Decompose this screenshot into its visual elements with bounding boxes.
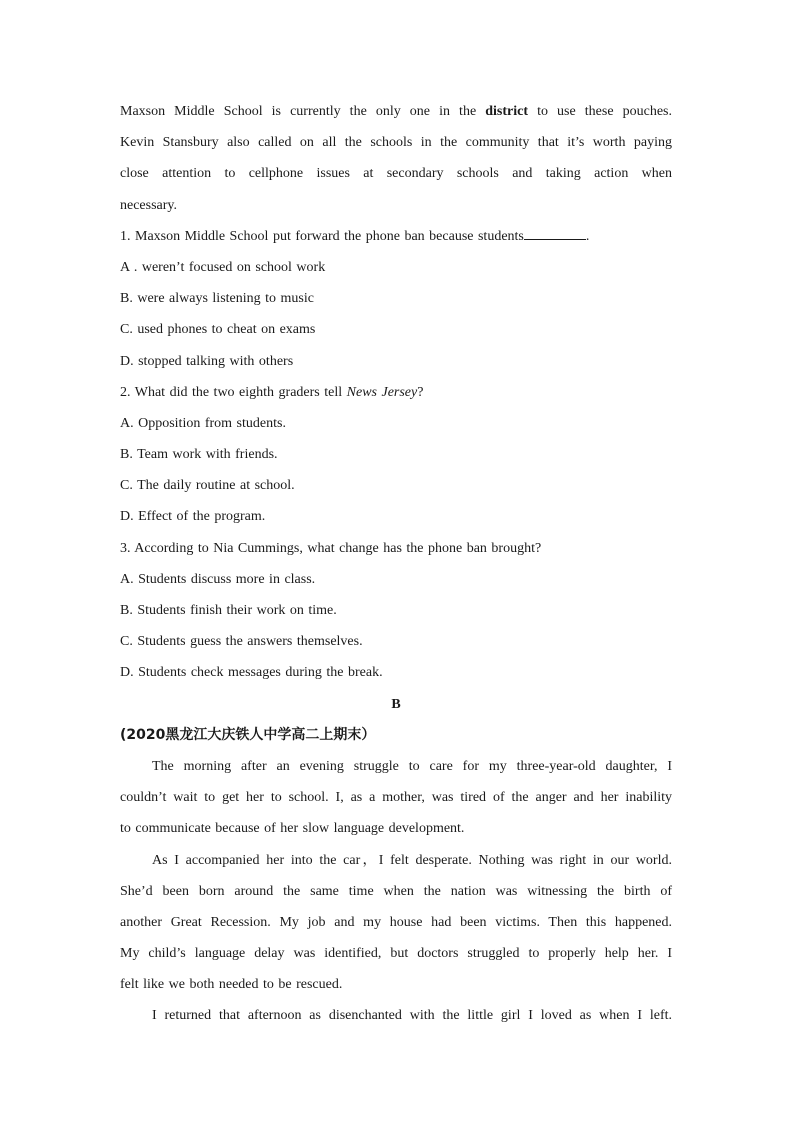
question-2-option-a: A. Opposition from students. xyxy=(120,415,286,431)
document-page xyxy=(120,96,672,1032)
intro-text: to use these pouches. xyxy=(537,104,673,119)
question-3-option-c: C. Students guess the answers themselves. xyxy=(120,634,363,650)
question-1-stem xyxy=(120,221,672,252)
question-2-option-b: B. Team work with friends. xyxy=(120,447,278,463)
question-3-option-a: A. Students discuss more in class. xyxy=(120,571,316,587)
intro-text: Maxson Middle School is currently the only one in the xyxy=(120,104,477,119)
intro-line-3: close attention to cellphone issues at secondary schools and taking action when xyxy=(120,166,672,182)
section-heading: B xyxy=(391,696,401,712)
question-3-option-b: B. Students finish their work on time. xyxy=(120,603,337,618)
passage-p2-line-1: As I accompanied her into the car，I felt desperate. Nothing was right in our world. xyxy=(152,852,672,868)
passage-p1-line-3: to communicate because of her slow language development. xyxy=(120,821,465,837)
question-2-option-c: C. The daily routine at school. xyxy=(120,478,295,494)
question-text: 1. Maxson Middle School put forward the phone ban because students xyxy=(120,228,524,244)
passage-p2-line-5: felt like we both needed to be rescued. xyxy=(120,977,343,993)
question-2-stem xyxy=(120,377,672,408)
passage-p3-line-1: I returned that afternoon as disenchanted with the little girl I loved as when I left. xyxy=(152,1008,672,1024)
italic-title: News Jersey xyxy=(346,384,418,400)
question-3-option-d: D. Students check messages during the break. xyxy=(120,665,383,681)
question-text-end: . xyxy=(585,228,590,244)
question-text-end: ? xyxy=(417,384,424,400)
section-source: (2020黑龙江大庆铁人中学高二上期末） xyxy=(120,726,376,743)
question-2-option-d: D. Effect of the program. xyxy=(120,509,266,525)
answer-blank xyxy=(524,225,586,240)
question-1-option-c: C. used phones to cheat on exams xyxy=(120,322,316,338)
question-1-option-a: A . weren’t focused on school work xyxy=(120,259,326,275)
passage-p2-line-4: My child’s language delay was identified, but doctors struggled to properly help her. I xyxy=(120,946,672,962)
passage-p1-line-1: The morning after an evening struggle to care for my three-year-old daughter, I xyxy=(152,758,672,774)
passage-p2-line-2: She’d been born around the same time when the nation was witnessing the birth of xyxy=(120,883,672,899)
question-1-option-b: B. were always listening to music xyxy=(120,291,314,307)
passage-p2-line-3: another Great Recession. My job and my house had been victims. Then this happened. xyxy=(120,914,672,930)
question-text: 2. What did the two eighth graders tell xyxy=(120,384,343,400)
bold-keyword: district xyxy=(485,104,529,119)
intro-line-1 xyxy=(120,96,672,127)
intro-line-4: necessary. xyxy=(120,197,178,213)
question-3-stem: 3. According to Nia Cummings, what change has the phone ban brought? xyxy=(120,540,542,556)
intro-line-2: Kevin Stansbury also called on all the schools in the community that it’s worth paying xyxy=(120,135,672,151)
question-1-option-d: D. stopped talking with others xyxy=(120,353,294,369)
passage-p1-line-2: couldn’t wait to get her to school. I, as a mother, was tired of the anger and her inability xyxy=(120,790,672,806)
